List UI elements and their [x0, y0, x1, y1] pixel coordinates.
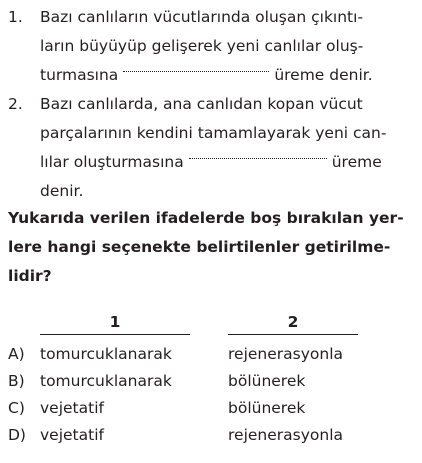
- statement-text-line: ların büyüyüp gelişerek yeni canlılar oluş-: [40, 37, 364, 55]
- statement-text-line: Bazı canlıların vücutlarında oluşan çıkıntı-: [40, 8, 364, 26]
- option-col2: bölünerek: [228, 372, 306, 390]
- statement-number: 2.: [8, 95, 23, 113]
- column-rule-1: [40, 334, 190, 335]
- question-line: lere hangi seçenekte belirtilenler getirilme-: [8, 238, 391, 256]
- blank-2: [189, 158, 327, 159]
- column-header-1: 1: [109, 313, 121, 331]
- statement-text-line: parçalarının kendini tamamlayarak yeni can-: [40, 124, 387, 142]
- option-col2: rejenerasyonla: [228, 426, 344, 444]
- option-col1: vejetatif: [40, 399, 104, 417]
- option-col1: vejetatif: [40, 426, 104, 444]
- blank-1: [123, 71, 269, 72]
- statement-text-line: denir.: [40, 182, 84, 200]
- statement-number: 1.: [8, 8, 23, 26]
- question-line: Yukarıda verilen ifadelerde boş bırakılan yer-: [8, 209, 404, 227]
- option-col2: bölünerek: [228, 399, 306, 417]
- question-line: lidir?: [8, 267, 52, 285]
- option-col1: tomurcuklanarak: [40, 372, 172, 390]
- option-letter: D): [8, 426, 26, 444]
- statement-text-line: Bazı canlılarda, ana canlıdan kopan vücut: [40, 95, 363, 113]
- statement-text-line: [40, 65, 373, 85]
- statement-text-fragment: turmasına: [40, 66, 119, 84]
- option-letter: A): [8, 345, 25, 363]
- option-col2: rejenerasyonla: [228, 345, 344, 363]
- column-header-2: 2: [287, 313, 299, 331]
- option-letter: B): [8, 372, 25, 390]
- statement-text-fragment: üreme: [331, 153, 382, 171]
- statement-text-fragment: üreme denir.: [274, 66, 373, 84]
- statement-text-fragment: lılar oluşturmasına: [40, 153, 184, 171]
- option-letter: C): [8, 399, 25, 417]
- statement-text-line: [40, 152, 382, 172]
- option-col1: tomurcuklanarak: [40, 345, 172, 363]
- column-rule-2: [228, 334, 358, 335]
